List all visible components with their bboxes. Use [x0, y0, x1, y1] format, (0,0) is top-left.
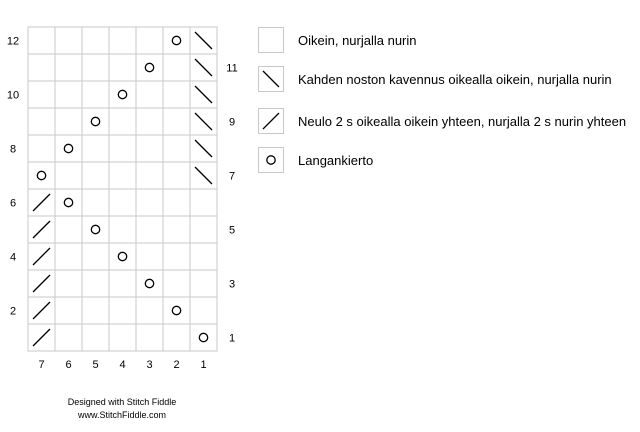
credit-line-2: www.StitchFiddle.com [77, 410, 167, 420]
column-label: 6 [65, 359, 72, 371]
legend-label-k2tog: Neulo 2 s oikealla oikein yhteen, nurjalla 2 s nurin yhteen [298, 113, 627, 129]
knitting-chart [0, 0, 250, 380]
legend-label-ssk: Kahden noston kavennus oikealla oikein, nurjalla nurin [298, 71, 612, 87]
row-label-left: 6 [9, 197, 17, 210]
knit-symbol-icon [258, 27, 284, 53]
row-label-left: 2 [9, 305, 17, 318]
credit-line-1: Designed with Stitch Fiddle [67, 397, 177, 407]
row-label-left: 8 [9, 143, 17, 156]
legend-label-yo: Langankierto [298, 152, 374, 168]
legend-item-k2tog [258, 108, 626, 134]
legend-item-yo [258, 147, 373, 173]
row-label-right: 7 [228, 170, 236, 183]
legend-label-knit: Oikein, nurjalla nurin [298, 32, 417, 48]
row-label-right: 5 [228, 224, 236, 237]
yarn-over-icon [258, 147, 284, 173]
row-label-left: 4 [9, 251, 17, 264]
row-label-right: 11 [226, 62, 238, 75]
column-label: 2 [173, 359, 180, 371]
column-label: 7 [38, 359, 45, 371]
row-label-right: 3 [228, 278, 236, 291]
row-label-right: 9 [228, 116, 236, 129]
row-label-right: 1 [228, 332, 236, 345]
right-slant-decrease-icon [258, 66, 284, 92]
column-label: 4 [119, 359, 126, 371]
row-label-left: 10 [6, 89, 20, 102]
row-label-left: 12 [6, 35, 20, 48]
column-label: 1 [200, 359, 207, 371]
left-slant-decrease-icon [258, 108, 284, 134]
legend-item-knit [258, 27, 417, 53]
legend-item-ssk [258, 66, 612, 92]
column-label: 5 [92, 359, 99, 371]
column-label: 3 [146, 359, 153, 371]
